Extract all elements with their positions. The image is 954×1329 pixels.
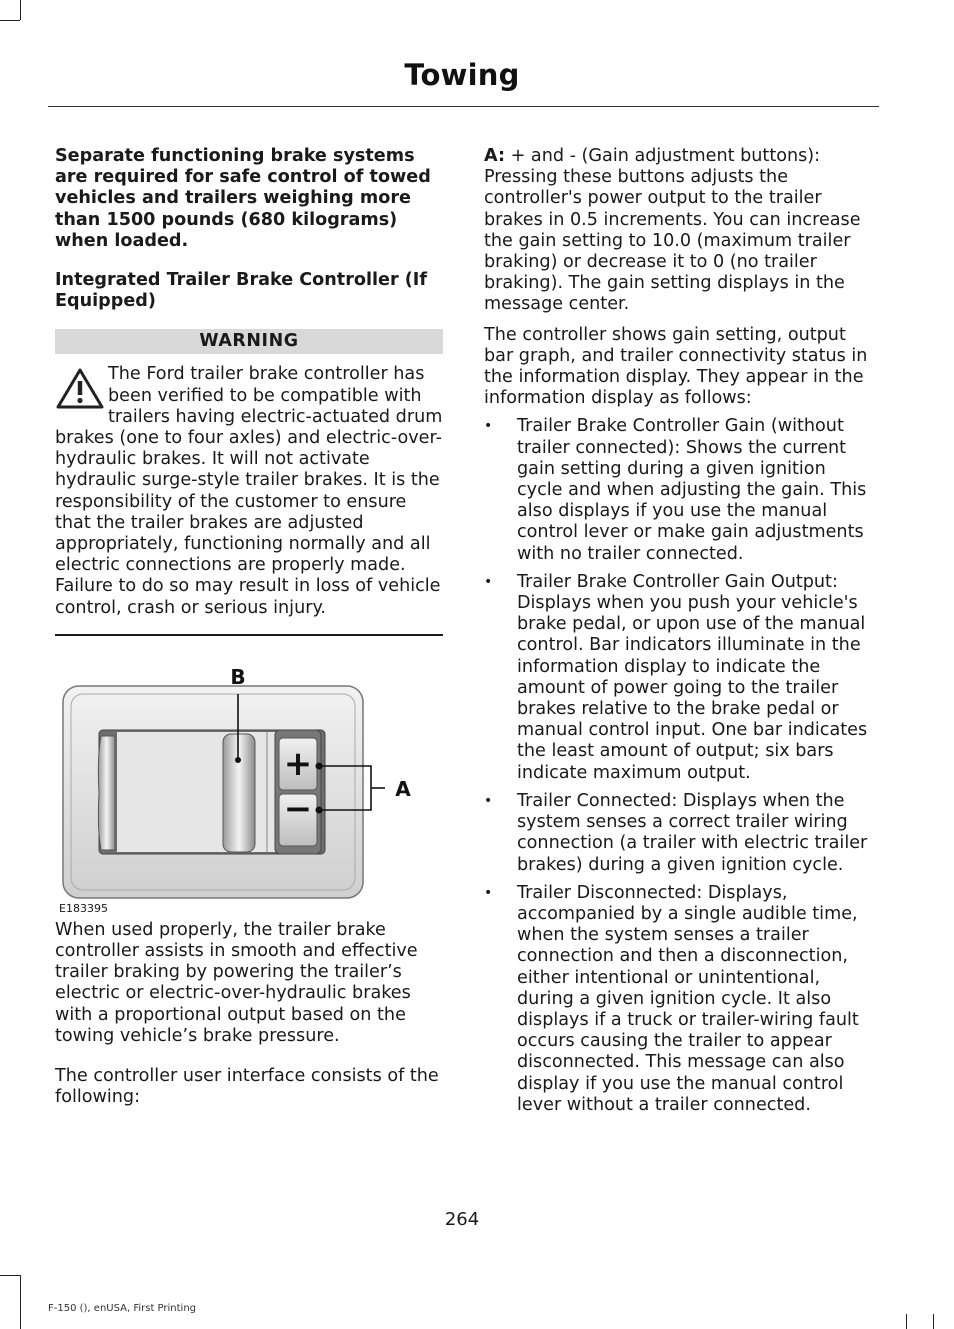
crop-mark-top-left-h (0, 20, 20, 21)
list-item: • Trailer Disconnected: Displays, accompanied by a single audible time, when the system senses a trailer connection and then a disconnection, either intentional or unintentional, during a given ignition cycle. It also displays if a truck or trailer-wiring fault occurs causing the trailer to appear disconnected. This message can also display if you use the manual control lever without a trailer connected. (484, 882, 859, 1115)
display-intro: The controller shows gain setting, output bar graph, and trailer connectivity status in the information display. They appear in the information display as follows: (484, 324, 868, 409)
title-divider (48, 106, 879, 107)
item-a-description (484, 146, 876, 316)
callout-b-label: B (230, 664, 246, 689)
list-item: • Trailer Brake Controller Gain Output: Displays when you push your vehicle's brake pedal, or upon use of the manual control. Bar indicators illuminate in the information display to indicate the amount of power going to the trailer brakes relative to the brake pedal or manual control input. One bar indicates the least amount of output; six bars indicate maximum output. (484, 571, 868, 783)
list-item: • Trailer Connected: Displays when the system senses a correct trailer wiring connection (a trailer with electric trailer brakes) during a given ignition cycle. (484, 790, 868, 875)
warning-block (55, 364, 443, 618)
page-title: Towing (404, 58, 520, 92)
controller-figure (55, 638, 443, 920)
intro-bold-paragraph: Separate functioning brake systems are required for safe control of towed vehicles and trailers weighing more than 1500 pounds (680 kilograms) when loaded. (55, 146, 431, 251)
figure-id: E183395 (59, 901, 108, 915)
display-status-list (484, 416, 876, 1116)
paragraph-usage: When used properly, the trailer brake controller assists in smooth and effective trailer braking by powering the trailer’s electric or electric-over-hydraulic brakes with a proportional output based on the towing vehicle’s brake pressure. (55, 919, 418, 1046)
crop-mark-bottom-right (933, 1314, 934, 1329)
crop-mark-bottom-left (20, 1275, 21, 1329)
section-heading: Integrated Trailer Brake Controller (If Equipped) (55, 270, 428, 312)
item-a-label: A: (484, 146, 505, 166)
minus-symbol: − (283, 788, 313, 829)
trailer-brake-controller-illustration (55, 638, 443, 920)
warning-text: The Ford trailer brake controller has been verified to be compatible with trailers having electric-actuated drum brakes (one to four axles) and electric-over-hydraulic brakes. It will not activate hydraulic surge-style trailer brakes. It is the responsibility of the customer to ensure that the trailer brakes are adjusted appropriately, functioning normally and all electric connections are properly made. Failure to do so may result in loss of vehicle control, crash or serious injury. (55, 364, 443, 618)
item-a-text: + and - (Gain adjustment buttons): Pressing these buttons adjusts the controller's power output to the trailer brakes in 0.5 increments. You can increase the gain setting to 10.0 (maximum trailer braking) or decrease it to 0 (no trailer braking). The gain setting displays in the message center. (484, 146, 861, 315)
paragraph-interface: The controller user interface consists of the following: (55, 1066, 439, 1108)
manual-control-lever (223, 734, 255, 852)
plus-symbol: + (283, 743, 313, 784)
edition-footer: F-150 (), enUSA, First Printing (48, 1303, 197, 1314)
bullet-marker: • (484, 884, 493, 901)
callout-a-label: A (395, 776, 411, 801)
warning-end-rule (55, 634, 443, 636)
bullet-marker: • (484, 418, 493, 435)
bullet-marker: • (484, 573, 493, 590)
list-item: • Trailer Brake Controller Gain (without trailer connected): Shows the current gain setting during a given ignition cycle and when adjusting the gain. This also displays if you use the manual control lever or make gain adjustments with no trailer connected. (484, 416, 867, 564)
warning-triangle-icon (55, 367, 105, 411)
left-lever (98, 736, 115, 850)
crop-mark-bottom-left-h (0, 1275, 20, 1276)
left-column (55, 146, 443, 1108)
crop-mark-top-left (20, 0, 21, 20)
page-number: 264 (444, 1209, 480, 1230)
right-column (484, 146, 876, 1116)
warning-label: WARNING (55, 329, 443, 354)
bullet-marker: • (484, 792, 493, 809)
crop-mark-bottom-right-2 (906, 1314, 907, 1329)
